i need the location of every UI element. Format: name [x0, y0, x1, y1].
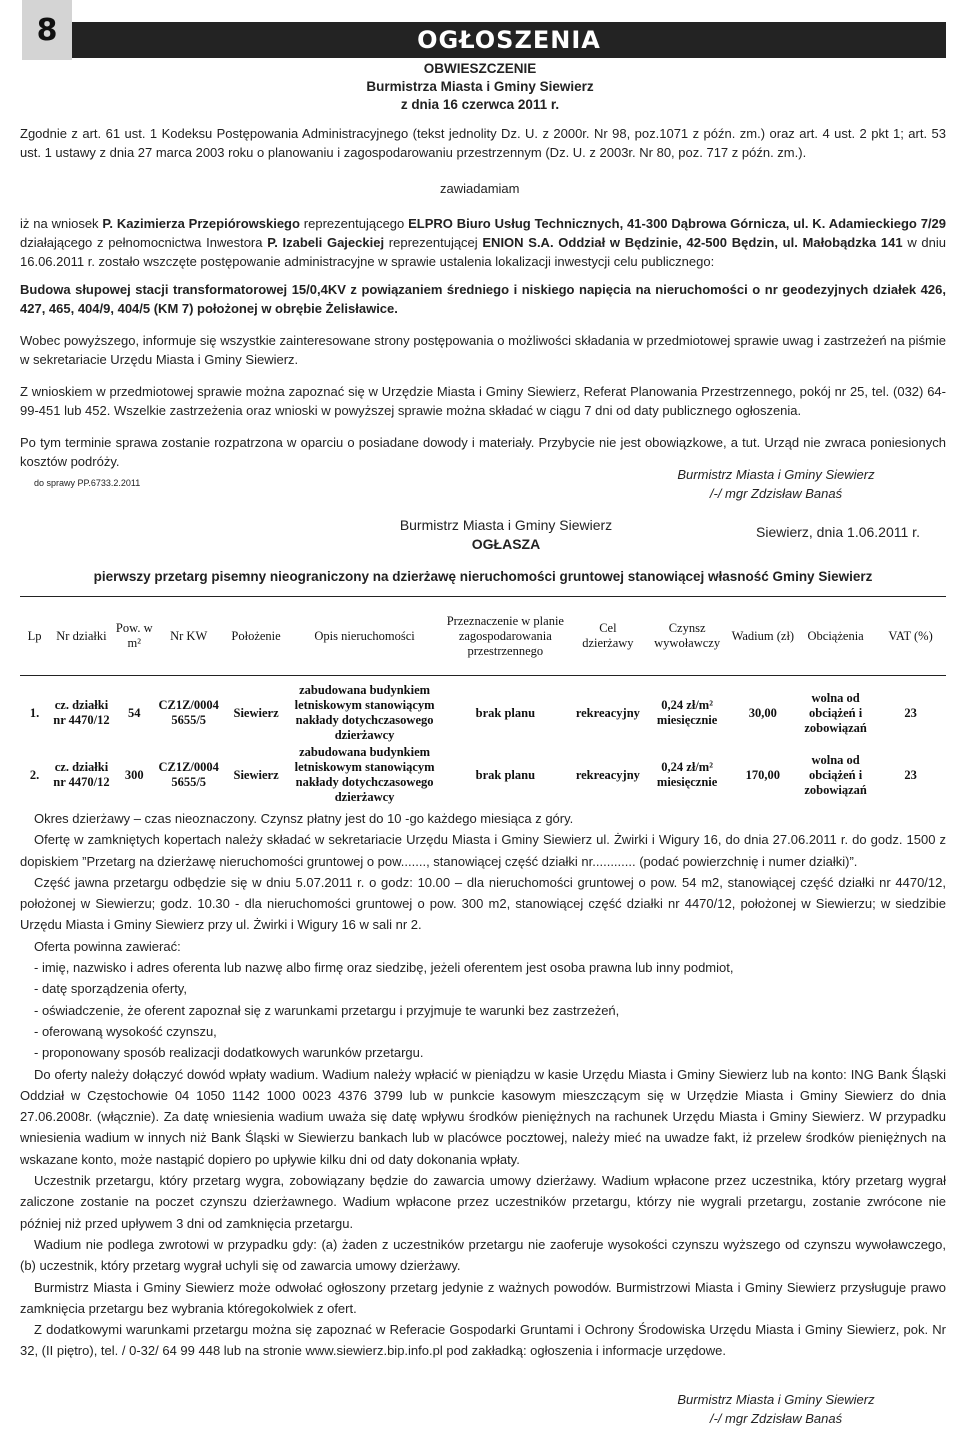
- tender-paragraph: Część jawna przetargu odbędzie się w dniu 5.07.2011 r. o godz: 10.00 – dla nieruchomości gruntowej o pow. 54 m2, stanowiącej część działki nr 4470/12, położonej w Siewierzu; godz. 10.30 - dla nieruchomości gruntowej o pow. 300 m2, stanowiącej część działki nr 4470/12, położonej w Siewierzu; w siedzibie Urzędu Miasta i Gminy Siewierz przy ul. Żwirki i Wigury 16 w sali nr 2.: [20, 874, 946, 933]
- signature-block-1: Burmistrz Miasta i Gminy Siewierz /-/ mgr Zdzisław Banaś: [677, 467, 875, 501]
- property-table: [20, 596, 946, 806]
- offer-item: - oświadczenie, że oferent zapoznał się z warunkami przetargu i przyjmuje te warunki bez zastrzeżeń,: [34, 1002, 620, 1018]
- col-polozenie: Położenie: [223, 597, 290, 676]
- place-date: Siewierz, dnia 1.06.2011 r.: [756, 524, 920, 540]
- info-paragraph-3: Po tym terminie sprawa zostanie rozpatrzona w oparciu o posiadane dowody i materiały. Przybycie nie jest obowiązkowe, a tut. Urząd nie zwraca poniesionych kosztów podróży.: [20, 435, 946, 469]
- notice-title: OBWIESZCZENIE Burmistrza Miasta i Gminy Siewierz z dnia 16 czerwca 2011 r.: [366, 61, 594, 112]
- section-title: OGŁOSZENIA: [72, 22, 946, 58]
- table-row: 1. cz. działki nr 4470/12 54 CZ1Z/0004 5655/5 Siewierz zabudowana budynkiem letniskowym stanowiącym nakłady dotychczasowego dzierżawcy brak planu rekreacyjny 0,24 zł/m² miesięcznie 30,00 wolna od obciążeń i zobowiązań 23: [29, 683, 917, 742]
- col-opis: Opis nieruchomości: [290, 597, 440, 676]
- col-vat: VAT (%): [875, 597, 946, 676]
- col-przeznaczenie: Przeznaczenie w planie zagospodarowania przestrzennego: [440, 597, 571, 676]
- col-czynsz: Czynsz wywoławczy: [645, 597, 730, 676]
- investment-description: Budowa słupowej stacji transformatorowej 15/0,4KV z powiązaniem średniego i niskiego napięcia na nieruchomości o nr geodezyjnych działek 426, 427, 465, 404/9, 404/5 (KM 7) położonej w obrębie Żelisławice.: [20, 282, 946, 316]
- table-header-row: [20, 597, 946, 676]
- tender-heading: pierwszy przetarg pisemny nieograniczony na dzierżawę nieruchomości gruntowej stanowiącej własność Gminy Siewierz: [93, 569, 873, 584]
- tender-paragraph: Uczestnik przetargu, który przetarg wygra, zobowiązany będzie do zawarcia umowy dzierżawy. Wadium wpłacone przez uczestnika, który przetarg wygrał zaliczone zostanie na poczet czynszu dzierżawnego. Wadium wpłacone przez uczestników przetargu, którzy nie wygrali przetargu, zostanie zwrócone nie później niż przed upływem 3 dni od zamknięcia przetargu.: [20, 1173, 946, 1231]
- tender-paragraph: Z dodatkowymi warunkami przetargu można się zapoznać w Referacie Gospodarki Gruntami i Ochrony Środowiska Urzędu Miasta i Gminy Siewierz, pok. Nr 32, (II piętro), tel. / 0-32/ 64 99 448 lub na stronie www.siewierz.bip.info.pl pod zakładką: ogłoszenia i informacje urzędowe.: [20, 1322, 946, 1359]
- col-wadium: Wadium (zł): [730, 597, 797, 676]
- tender-paragraph: Wadium nie podlega zwrotowi w przypadku gdy: (a) żaden z uczestników przetargu nie zaoferuje wysokości czynszu wyższego od czynszu wywoławczego, (b) uczestnik, który przetarg wygrał uchyli się od zawarcia umowy dzierżawy.: [20, 1236, 946, 1274]
- col-nr-dzialki: Nr działki: [49, 597, 114, 676]
- signature-block-2: Burmistrz Miasta i Gminy Siewierz /-/ mgr Zdzisław Banaś: [677, 1392, 875, 1426]
- col-pow: Pow. w m²: [114, 597, 155, 676]
- tender-paragraph: Burmistrz Miasta i Gminy Siewierz może odwołać ogłoszony przetarg jedynie z ważnych powodów. Burmistrzowi Miasta i Gminy Siewierz przysługuje prawo zamknięcia przetargu bez wybrania któregokolwiek z ofert.: [20, 1279, 946, 1316]
- col-cel: Cel dzierżawy: [571, 597, 645, 676]
- tender-paragraph: Do oferty należy dołączyć dowód wpłaty wadium. Wadium należy wpłacić w pieniądzu w kasie Urzędu Miasta i Gminy Siewierz lub na konto: ING Bank Śląski Oddział w Częstochowie 04 1050 1142 1000 0023 4376 3799 lub w punkcie kasowym mieszczącym się w Urzędzie Miasta i Gminy Siewierz do dnia 27.06.2008r. (włącznie). Za datę wniesienia wadium uważa się datę wpływu środków pieniężnych na rachunek Urzędu Miasta i Gminy Siewierz. W przypadku wniesienia wadium w innych niż Bank Śląski w Siewierzu bankach lub w placówce pocztowej, należy mieć na uwadze fakt, iż przelew środków pieniężnych na wskazane konto, może nastąpić dopiero po upływie kilku dni od daty dokonania wpłaty.: [20, 1066, 946, 1167]
- authority-block: Burmistrz Miasta i Gminy Siewierz OGŁASZA: [399, 517, 613, 552]
- info-paragraph-1: Wobec powyższego, informuje się wszystkie zainteresowane strony postępowania o możliwości składania w przedmiotowej sprawie uwag i zastrzeżeń na piśmie w sekretariacie Urzędu Miasta i Gminy Siewierz.: [20, 333, 946, 367]
- col-obciazenia: Obciążenia: [796, 597, 875, 676]
- col-nr-kw: Nr KW: [155, 597, 223, 676]
- application-text: iż na wniosek P. Kazimierza Przepiórowskiego reprezentującego ELPRO Biuro Usług Technicznych, 41-300 Dąbrowa Górnicza, ul. K. Adamieckiego 7/29 działającego z pełnomocnictwa Inwestora P. Izabeli Gajeckiej reprezentującej ENION S.A. Oddział w Będzinie, 42-500 Będzin, ul. Małobądzka 141 w dniu 16.06.2011 r. zostało wszczęte postępowanie administracyjne w sprawie ustalenia lokalizacji inwestycji celu publicznego:: [20, 216, 947, 269]
- page-header: [0, 0, 960, 60]
- zawiadamiam-heading: zawiadamiam: [440, 181, 520, 196]
- tender-paragraph: Ofertę w zamkniętych kopertach należy składać w sekretariacie Urzędu Miasta i Gminy Siewierz ul. Żwirki i Wigury 16, do dnia 27.06.2011 r. do godz. 1500 z dopiskiem ”Przetarg na dzierżawę nieruchomości gruntowej o pow......., stanowiącej część działki nr............ (podać powierzchnię i numer działki)”.: [20, 832, 946, 869]
- table-row: 2. cz. działki nr 4470/12 300 CZ1Z/0004 5655/5 Siewierz zabudowana budynkiem letniskowym stanowiącym nakłady dotychczasowego dzierżawcy brak planu rekreacyjny 0,24 zł/m² miesięcznie 170,00 wolna od obciążeń i zobowiązań 23: [29, 745, 917, 804]
- page-number: 8: [22, 0, 72, 60]
- col-lp: Lp: [20, 597, 49, 676]
- case-reference: do sprawy PP.6733.2.2011: [34, 478, 141, 488]
- tender-body: [20, 808, 946, 1362]
- legal-basis: Zgodnie z art. 61 ust. 1 Kodeksu Postępowania Administracyjnego (tekst jednolity Dz. U. z 2000r. Nr 98, poz.1071 z późn. zm.) oraz art. 4 ust. 2 pkt 1; art. 53 ust. 1 ustawy z dnia 27 marca 2003 roku o planowaniu i zagospodarowaniu przestrzennym (Dz. U. z 2003r. Nr 80, poz. 717 z późn. zm.).: [20, 126, 946, 160]
- info-paragraph-2: Z wnioskiem w przedmiotowej sprawie można zapoznać się w Urzędzie Miasta i Gminy Siewierz, Referat Planowania Przestrzennego, pokój nr 25, tel. (032) 64-99-451 lub 452. Wszelkie zastrzeżenia oraz wnioski w powyższej sprawie można składać w ciągu 7 dni od daty publicznego ogłoszenia.: [20, 384, 946, 418]
- offer-item: - imię, nazwisko i adres oferenta lub nazwę albo firmę oraz siedzibę, jeżeli oferentem jest osoba prawna lub inny podmiot,: [34, 960, 734, 976]
- offer-item: - proponowany sposób realizacji dodatkowych warunków przetargu.: [34, 1045, 424, 1061]
- offer-item: - oferowaną wysokość czynszu,: [34, 1023, 217, 1039]
- tender-paragraph: Okres dzierżawy – czas nieoznaczony. Czynsz płatny jest do 10 -go każdego miesiąca z góry.: [34, 811, 574, 826]
- offer-item: - datę sporządzenia oferty,: [34, 981, 187, 997]
- offer-title: Oferta powinna zawierać:: [34, 938, 181, 954]
